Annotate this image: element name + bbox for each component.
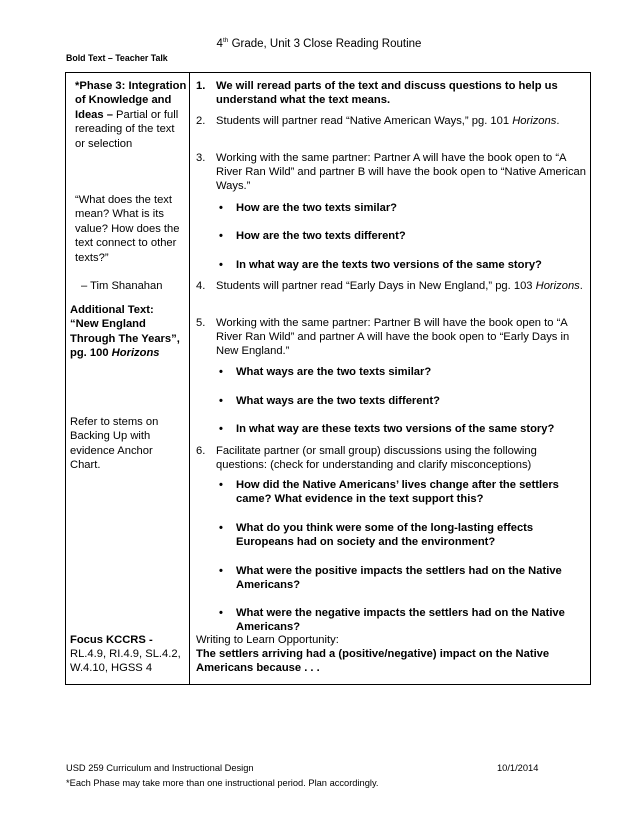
writing-prompt: The settlers arriving had a (positive/negative) impact on the Native Americans because . . . xyxy=(196,648,550,675)
focus-label: Focus KCCRS - xyxy=(70,634,153,646)
bullet-icon: • xyxy=(219,366,223,378)
phase-quote: “What does the text mean? What is its value? How does the text connect to other texts?” xyxy=(75,194,180,264)
footer-note: *Each Phase may take more than one instructional period. Plan accordingly. xyxy=(66,778,379,788)
bullet-icon: • xyxy=(219,565,223,577)
bullet-icon: • xyxy=(219,259,223,271)
additional-text: Additional Text: “New England Through The Years”, pg. 100 Horizons xyxy=(70,304,180,360)
column-divider xyxy=(189,73,190,684)
bullet-icon: • xyxy=(219,479,223,491)
bullet-icon: • xyxy=(219,202,223,214)
footer-org: USD 259 Curriculum and Instructional Design xyxy=(66,763,254,773)
writing-label: Writing to Learn Opportunity: xyxy=(196,634,339,646)
routine-table: *Phase 3: Integration of Knowledge and Ideas – Partial or full rereading of the text or selection “What does the text mean? What is its value? How does the text connect to other texts?” – Tim Shanahan Additional Text: “New England Through The Years”, pg. 100 Horizons Refer to stems on Backing Up with evidence Anchor Chart. Focus KCCRS - RL.4.9, RI.4.9, SL.4.2, W.4.10, HGSS 4 1. We will reread parts of the text and discuss questions to help us understand what the text means. 2. Students will partner read “Native American Ways,” pg. 101 Horizons. 3. Working with the same partner: Partner A will have the book open to “A River Ran Wild” and partner B will have the book open to “Native American Ways.” • How are the two texts similar? • How are the two texts different? • In what way are the texts two versions of the same story? 4. Students will partner read “Early Days in New England,” pg. 103 Horizons. 5. Working with the same partner: Partner B will have the book open to “A River Ran Wild” and partner A will have the book open to “Early Days in New England.” • What ways are the two texts similar? • What ways are the two texts different? • In what way are these texts two versions of the same story? 6. Facilitate partner (or small group) discussions using the following questions: (check for understanding and clarify misconceptions) • How did the Native Americans’ lives change after the settlers came? What evidence in the text support this? • What do you think were some of the long-lasting effects Europeans had on society and the environment? • What were the positive impacts the settlers had on the Native Americans? • What were the negative impacts the settlers had on the Native Americans? Writing to Learn Opportunity: The settlers arriving had a (positive/negative) impact on the Native Americans because . . . xyxy=(65,72,591,685)
bullet-icon: • xyxy=(219,423,223,435)
bullet-icon: • xyxy=(219,395,223,407)
page-title: 4th Grade, Unit 3 Close Reading Routine xyxy=(216,37,422,50)
focus-standards: RL.4.9, RI.4.9, SL.4.2, W.4.10, HGSS 4 xyxy=(70,648,181,675)
bullet-icon: • xyxy=(219,230,223,242)
quote-author: – Tim Shanahan xyxy=(81,280,163,292)
refer-stems: Refer to stems on Backing Up with evidence Anchor Chart. xyxy=(70,416,159,472)
subtitle: Bold Text – Teacher Talk xyxy=(66,53,168,63)
writing-opportunity xyxy=(196,633,588,676)
phase-description: Partial or full rereading of the text or selection xyxy=(75,108,179,150)
footer-date: 10/1/2014 xyxy=(497,763,539,773)
bullet-icon: • xyxy=(219,607,223,619)
phase-label: *Phase 3: Integration of Knowledge and Ideas – xyxy=(75,80,187,121)
bullet-icon: • xyxy=(219,522,223,534)
phase-block xyxy=(75,79,187,151)
